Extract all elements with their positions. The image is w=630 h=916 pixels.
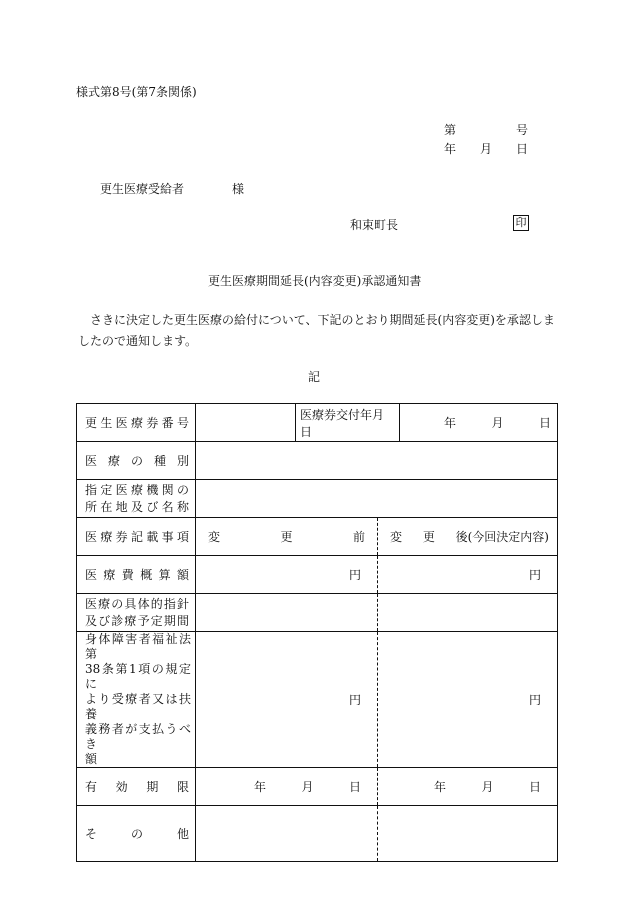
form-number: 様式第8号(第7条関係)	[76, 85, 197, 99]
payment-amount-before-field[interactable]: 円	[196, 632, 378, 768]
validity-after-field[interactable]: 年 月 日	[378, 768, 558, 806]
label-institution: 指定医療機関の 所在地及び名称	[77, 480, 196, 518]
label-estimated-cost: 医療費概算額	[77, 556, 196, 594]
before-change-header: 変 更 前	[196, 518, 378, 556]
body-text: さきに決定した更生医療の給付について、下記のとおり期間延長(内容変更)を承認しましたので通知します。	[78, 313, 555, 348]
label-ticket-number: 更生医療券番号	[77, 404, 196, 442]
label-ticket-items: 医療券記載事項	[77, 518, 196, 556]
label-validity-period: 有効期限	[77, 768, 196, 806]
treatment-plan-before-field[interactable]	[196, 594, 378, 632]
seal-icon: 印	[513, 215, 529, 231]
label-medical-type: 医療の種別	[77, 442, 196, 480]
date-day: 日	[516, 142, 529, 156]
doc-number-prefix: 第	[444, 123, 457, 137]
estimated-cost-before-field[interactable]: 円	[196, 556, 378, 594]
estimated-cost-after-field[interactable]: 円	[378, 556, 558, 594]
medical-type-field[interactable]	[196, 442, 558, 480]
date-month: 月	[480, 142, 493, 156]
payment-amount-after-field[interactable]: 円	[378, 632, 558, 768]
label-issue-date: 医療券交付年月日	[296, 404, 400, 442]
table-row	[77, 632, 558, 768]
other-after-field[interactable]	[378, 806, 558, 862]
other-before-field[interactable]	[196, 806, 378, 862]
label-other: その他	[77, 806, 196, 862]
doc-number-suffix: 号	[516, 123, 529, 137]
table-row	[77, 806, 558, 862]
table-row	[77, 442, 558, 480]
label-payment-amount: 身体障害者福祉法第 38条第1項の規定に より受療者又は扶養 義務者が支払うべき 額	[77, 632, 196, 768]
label-treatment-plan: 医療の具体的指針 及び診療予定期間	[77, 594, 196, 632]
ticket-number-field[interactable]	[196, 404, 296, 442]
addressee-label: 更生医療受給者	[100, 182, 185, 196]
ki-heading: 記	[308, 370, 321, 384]
date-year: 年	[444, 142, 457, 156]
issuer-name: 和束町長	[350, 218, 399, 232]
form-table	[76, 403, 558, 862]
after-change-header: 変 更 後(今回決定内容)	[378, 518, 558, 556]
validity-before-field[interactable]: 年 月 日	[196, 768, 378, 806]
table-row	[77, 480, 558, 518]
table-row	[77, 594, 558, 632]
addressee-honorific: 様	[232, 182, 245, 196]
issue-date-field[interactable]: 年 月 日	[400, 404, 558, 442]
institution-field[interactable]	[196, 480, 558, 518]
table-row	[77, 556, 558, 594]
document-title: 更生医療期間延長(内容変更)承認通知書	[208, 274, 422, 288]
treatment-plan-after-field[interactable]	[378, 594, 558, 632]
table-row	[77, 518, 558, 556]
table-row	[77, 768, 558, 806]
table-row	[77, 404, 558, 442]
seal-mark	[513, 215, 529, 231]
